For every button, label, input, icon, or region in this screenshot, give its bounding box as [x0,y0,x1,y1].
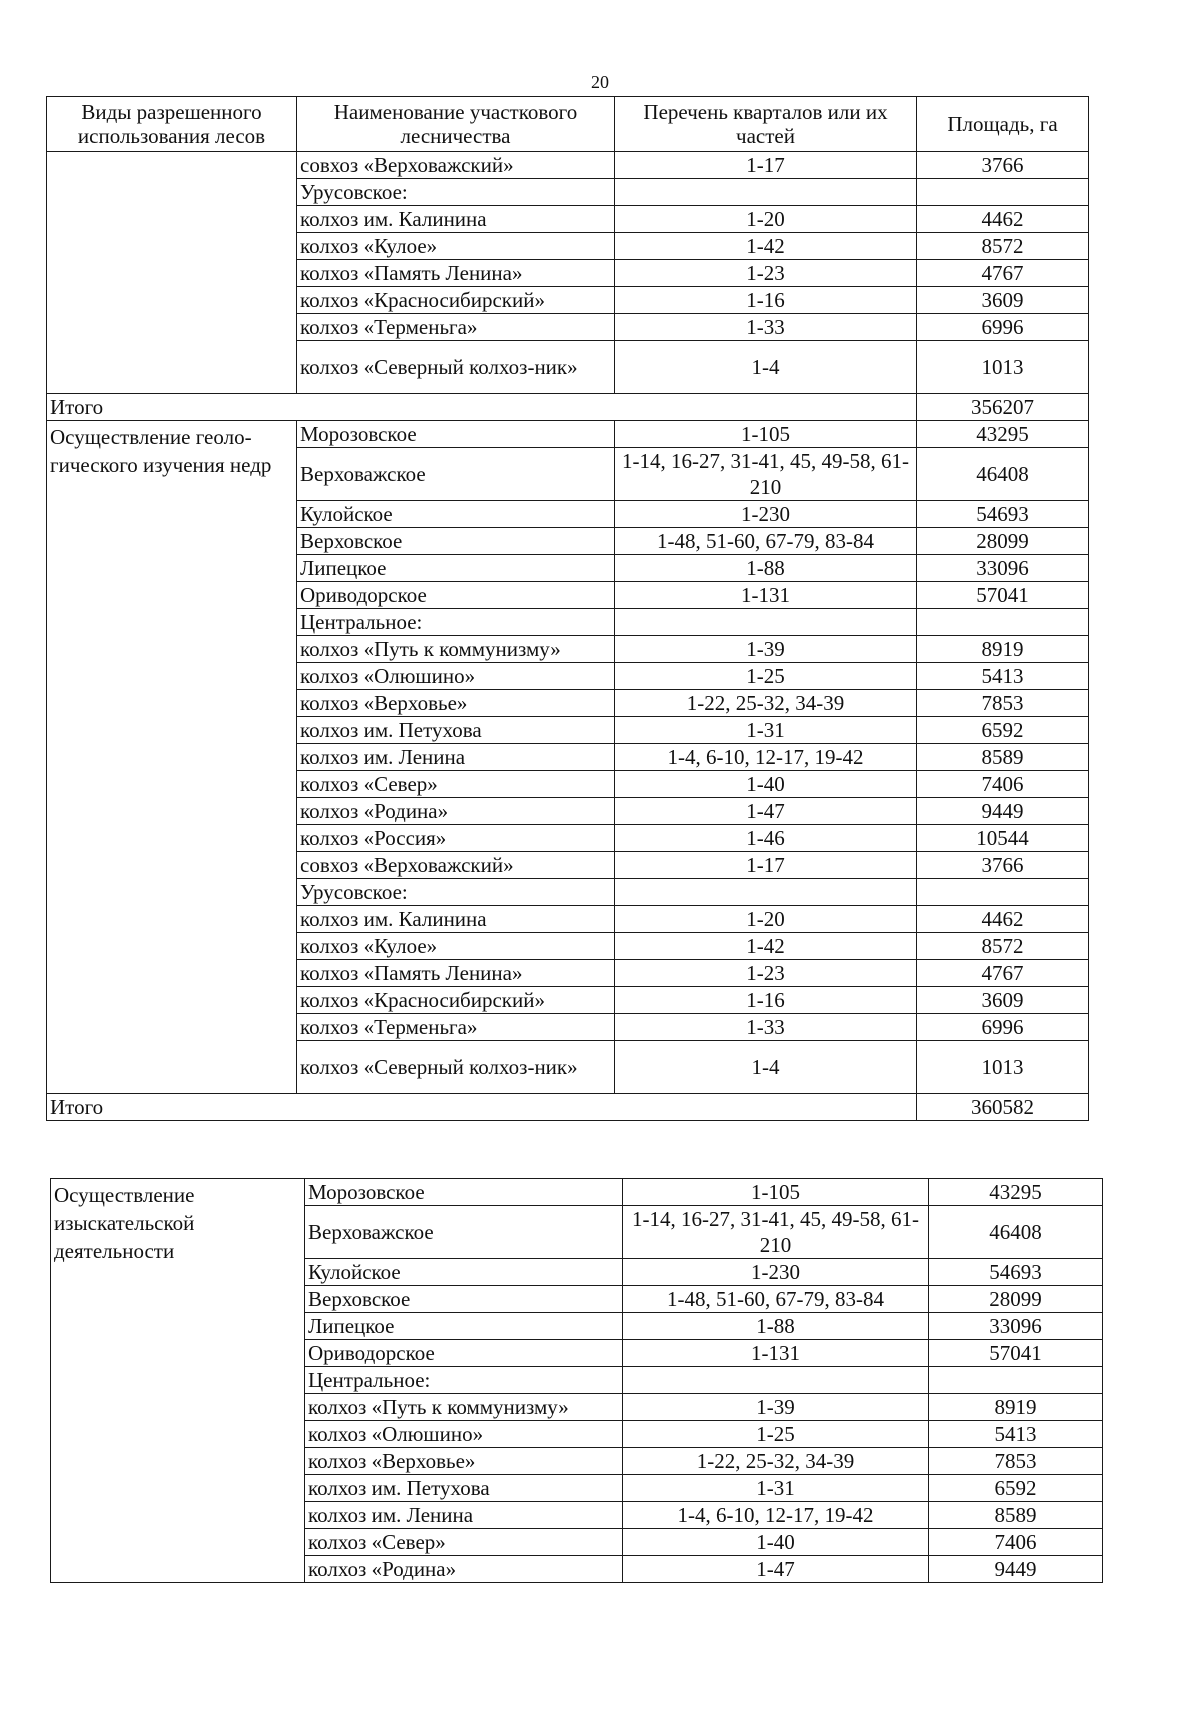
forestry-name: колхоз им. Калинина [297,906,615,933]
area-value: 3609 [917,987,1089,1014]
table-header-row [47,97,1089,152]
header-area: Площадь, га [917,97,1089,152]
header-forestry: Наименование участкового лесничества [297,97,615,152]
area-value: 6996 [917,1014,1089,1041]
quarters-list: 1-230 [623,1259,929,1286]
area-value: 57041 [917,582,1089,609]
quarters-list: 1-25 [615,663,917,690]
area-value: 28099 [929,1286,1103,1313]
area-value: 43295 [929,1179,1103,1206]
total-row [47,1094,1089,1121]
area-value: 8589 [917,744,1089,771]
quarters-list: 1-20 [615,206,917,233]
area-value: 33096 [929,1313,1103,1340]
area-value: 5413 [929,1421,1103,1448]
kind-cell: Осуществление изыскательской деятельности [51,1179,305,1583]
area-value: 1013 [917,1041,1089,1094]
area-value: 8572 [917,233,1089,260]
forestry-name: колхоз им. Петухова [297,717,615,744]
quarters-list: 1-40 [623,1529,929,1556]
quarters-list: 1-16 [615,287,917,314]
quarters-list: 1-47 [623,1556,929,1583]
forestry-name: колхоз «Память Ленина» [297,260,615,287]
table-row [47,152,1089,179]
area-value: 43295 [917,421,1089,448]
forestry-name: колхоз им. Ленина [305,1502,623,1529]
table-row [51,1179,1103,1206]
forestry-name: колхоз «Олюшино» [305,1421,623,1448]
total-label: Итого [47,1094,917,1121]
quarters-list: 1-17 [615,852,917,879]
forestry-name: колхоз «Красносибирский» [297,987,615,1014]
forestry-name: совхоз «Верховажский» [297,852,615,879]
area-value: 6996 [917,314,1089,341]
forestry-name: Липецкое [305,1313,623,1340]
forestry-name: совхоз «Верховажский» [297,152,615,179]
area-value: 10544 [917,825,1089,852]
quarters-list: 1-48, 51-60, 67-79, 83-84 [623,1286,929,1313]
quarters-list: 1-25 [623,1421,929,1448]
quarters-list: 1-23 [615,960,917,987]
quarters-list: 1-14, 16-27, 31-41, 45, 49-58, 61-210 [615,448,917,501]
quarters-list: 1-31 [623,1475,929,1502]
area-value: 4767 [917,260,1089,287]
forestry-name: Верховажское [297,448,615,501]
total-row [47,394,1089,421]
forestry-name: колхоз «Север» [305,1529,623,1556]
area-value: 4767 [917,960,1089,987]
quarters-list: 1-131 [623,1340,929,1367]
quarters-list [615,879,917,906]
total-label: Итого [47,394,917,421]
quarters-list: 1-47 [615,798,917,825]
forestry-name: колхоз им. Ленина [297,744,615,771]
area-value: 7853 [929,1448,1103,1475]
area-value: 3609 [917,287,1089,314]
forestry-name: колхоз «Кулое» [297,933,615,960]
area-value: 4462 [917,906,1089,933]
quarters-list: 1-4 [615,341,917,394]
forestry-name: колхоз «Северный колхоз-ник» [297,341,615,394]
area-value: 7406 [929,1529,1103,1556]
forestry-name: колхоз «Верховье» [297,690,615,717]
area-value: 5413 [917,663,1089,690]
forest-use-table-part-2 [50,1178,1103,1583]
forestry-name: Урусовское: [297,879,615,906]
quarters-list: 1-20 [615,906,917,933]
quarters-list: 1-22, 25-32, 34-39 [623,1448,929,1475]
area-value [917,609,1089,636]
area-value: 8919 [917,636,1089,663]
area-value: 54693 [929,1259,1103,1286]
area-value: 7406 [917,771,1089,798]
area-value: 9449 [917,798,1089,825]
quarters-list [615,179,917,206]
forestry-name: Верховажское [305,1206,623,1259]
area-value [929,1367,1103,1394]
forestry-name: Центральное: [305,1367,623,1394]
table-row [47,421,1089,448]
quarters-list: 1-39 [615,636,917,663]
area-value: 7853 [917,690,1089,717]
quarters-list: 1-17 [615,152,917,179]
area-value: 33096 [917,555,1089,582]
forestry-name: колхоз «Северный колхоз-ник» [297,1041,615,1094]
forestry-name: Ориводорское [297,582,615,609]
forestry-name: колхоз «Путь к коммунизму» [305,1394,623,1421]
kind-cell-continued [47,152,297,394]
area-value: 57041 [929,1340,1103,1367]
quarters-list: 1-46 [615,825,917,852]
forestry-name: Урусовское: [297,179,615,206]
forestry-name: Кулойское [305,1259,623,1286]
quarters-list: 1-39 [623,1394,929,1421]
area-value: 8572 [917,933,1089,960]
quarters-list: 1-42 [615,933,917,960]
quarters-list: 1-33 [615,1014,917,1041]
forestry-name: Верховское [305,1286,623,1313]
forestry-name: Кулойское [297,501,615,528]
forestry-name: колхоз «Олюшино» [297,663,615,690]
area-value: 28099 [917,528,1089,555]
forestry-name: колхоз «Путь к коммунизму» [297,636,615,663]
header-quarters: Перечень кварталов или их частей [615,97,917,152]
area-value: 46408 [929,1206,1103,1259]
quarters-list: 1-48, 51-60, 67-79, 83-84 [615,528,917,555]
quarters-list: 1-131 [615,582,917,609]
area-value: 6592 [929,1475,1103,1502]
forest-use-table-part-1 [46,96,1089,1121]
quarters-list: 1-40 [615,771,917,798]
quarters-list: 1-88 [615,555,917,582]
forestry-name: колхоз «Родина» [297,798,615,825]
area-value: 8919 [929,1394,1103,1421]
kind-cell: Осуществление геоло-гического изучения недр [47,421,297,1094]
total-value: 356207 [917,394,1089,421]
forestry-name: Ориводорское [305,1340,623,1367]
area-value: 46408 [917,448,1089,501]
area-value [917,179,1089,206]
area-value: 4462 [917,206,1089,233]
area-value: 3766 [917,152,1089,179]
total-value: 360582 [917,1094,1089,1121]
area-value: 6592 [917,717,1089,744]
forestry-name: колхоз «Родина» [305,1556,623,1583]
forestry-name: колхоз «Север» [297,771,615,798]
forestry-name: колхоз им. Калинина [297,206,615,233]
area-value [917,879,1089,906]
area-value: 3766 [917,852,1089,879]
forestry-name: Верховское [297,528,615,555]
quarters-list: 1-16 [615,987,917,1014]
area-value: 1013 [917,341,1089,394]
forestry-name: Морозовское [297,421,615,448]
quarters-list: 1-14, 16-27, 31-41, 45, 49-58, 61-210 [623,1206,929,1259]
forestry-name: колхоз «Кулое» [297,233,615,260]
quarters-list [623,1367,929,1394]
forestry-name: колхоз «Память Ленина» [297,960,615,987]
quarters-list: 1-4, 6-10, 12-17, 19-42 [623,1502,929,1529]
quarters-list: 1-230 [615,501,917,528]
forestry-name: Центральное: [297,609,615,636]
forestry-name: колхоз «Терменьга» [297,314,615,341]
forestry-name: колхоз им. Петухова [305,1475,623,1502]
quarters-list: 1-31 [615,717,917,744]
quarters-list: 1-23 [615,260,917,287]
header-kind: Виды разрешенного использования лесов [47,97,297,152]
quarters-list: 1-33 [615,314,917,341]
quarters-list: 1-22, 25-32, 34-39 [615,690,917,717]
forestry-name: Липецкое [297,555,615,582]
forestry-name: колхоз «Россия» [297,825,615,852]
quarters-list: 1-42 [615,233,917,260]
page-number: 20 [591,72,609,92]
quarters-list: 1-4, 6-10, 12-17, 19-42 [615,744,917,771]
quarters-list: 1-88 [623,1313,929,1340]
area-value: 8589 [929,1502,1103,1529]
forestry-name: колхоз «Верховье» [305,1448,623,1475]
area-value: 9449 [929,1556,1103,1583]
area-value: 54693 [917,501,1089,528]
quarters-list [615,609,917,636]
forestry-name: колхоз «Терменьга» [297,1014,615,1041]
forestry-name: колхоз «Красносибирский» [297,287,615,314]
quarters-list: 1-105 [615,421,917,448]
quarters-list: 1-105 [623,1179,929,1206]
forestry-name: Морозовское [305,1179,623,1206]
quarters-list: 1-4 [615,1041,917,1094]
